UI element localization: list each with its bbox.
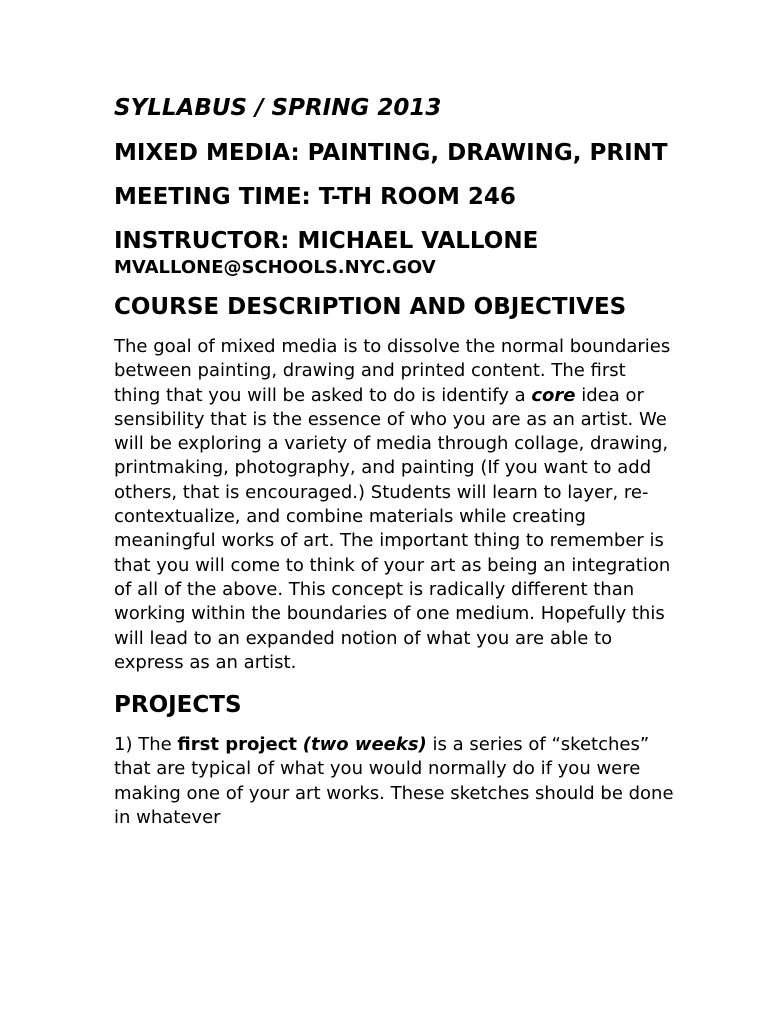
project-1-paragraph bbox=[114, 733, 674, 830]
instructor-email: MVALLONE@SCHOOLS.NYC.GOV bbox=[114, 257, 436, 278]
description-text-part-1: The goal of mixed media is to dissolve the normal boundaries between painting, drawing and printed content. The first thing that you will be asked to do is identify a bbox=[114, 336, 671, 406]
syllabus-term-heading: SYLLABUS / SPRING 2013 bbox=[114, 95, 442, 121]
project-1-prefix: 1) The bbox=[114, 734, 178, 756]
course-title-heading: MIXED MEDIA: PAINTING, DRAWING, PRINT bbox=[114, 140, 668, 166]
course-description-heading: COURSE DESCRIPTION AND OBJECTIVES bbox=[114, 294, 627, 320]
description-core-emphasis: core bbox=[531, 384, 576, 406]
meeting-time-heading: MEETING TIME: T-TH ROOM 246 bbox=[114, 184, 516, 210]
description-text-part-2: idea or sensibility that is the essence of who you are as an artist. We will be exploring a variety of media through collage, drawing, printmaking, photography, and painting (If you want to add others, that is encouraged.) Students will learn to layer, re-contextualize, and combine materials while creating meaningful works of art. The important thing to remember is that you will come to think of your art as being an integration of all of the above. This concept is radically different than working within the boundaries of one medium. Hopefully this will lead to an expanded notion of what you are able to express as an artist. bbox=[114, 384, 671, 673]
instructor-heading: INSTRUCTOR: MICHAEL VALLONE bbox=[114, 228, 539, 254]
project-1-title: first project bbox=[177, 734, 297, 756]
projects-heading: PROJECTS bbox=[114, 692, 242, 719]
project-1-text: is a series of “sketches” that are typical of what you would normally do if you were making one of your art works. These sketches should be done in whatever bbox=[114, 734, 674, 829]
course-description-paragraph bbox=[114, 335, 674, 675]
project-1-duration: (two weeks) bbox=[302, 734, 427, 756]
syllabus-document bbox=[114, 94, 674, 830]
